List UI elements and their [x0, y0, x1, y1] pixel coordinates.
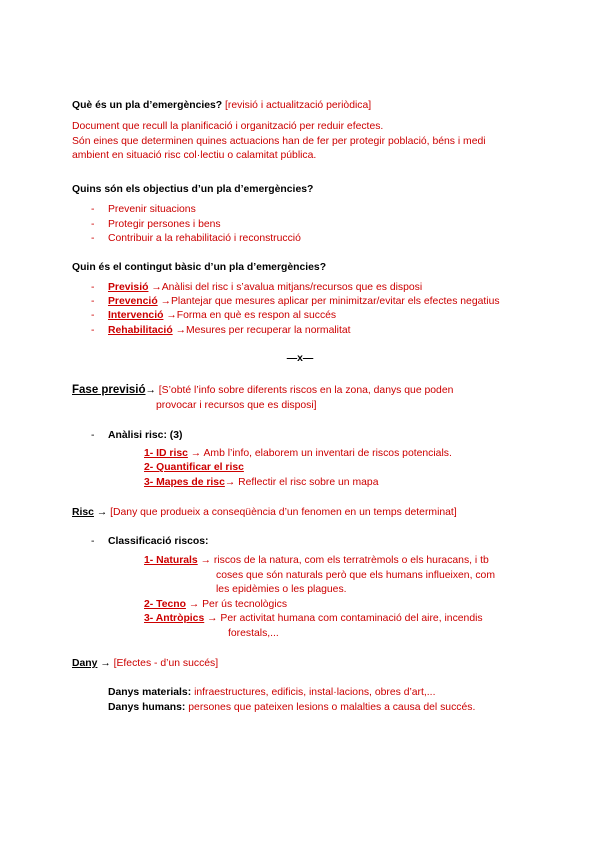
naturals-desc-3: les epidèmies o les plagues.	[216, 584, 347, 595]
section-what-is-plan	[72, 99, 371, 113]
definition-line-3: ambient en situació risc col·lectiu o calamitat pública.	[72, 150, 317, 161]
arrow-icon: →	[145, 385, 156, 396]
danys-materials-label: Danys materials:	[108, 687, 192, 698]
danys-humans-line	[108, 701, 475, 715]
dany-line	[72, 657, 218, 671]
risc-line	[72, 506, 457, 520]
risc-title: Risc	[72, 507, 94, 518]
analisi-term: 2- Quantificar el risc	[144, 462, 244, 473]
term-intervencio: Intervenció	[108, 310, 164, 321]
naturals-desc: → riscos de la natura, com els terratrèmols o els huracans, i tb	[200, 555, 489, 566]
tecno-desc: → Per ús tecnològics	[188, 599, 288, 610]
analisi-label: Anàlisi risc: (3)	[108, 430, 183, 441]
analisi-item	[144, 447, 452, 461]
tecno-term: 2- Tecno	[144, 599, 186, 610]
dany-desc: [Efectes - d’un succés]	[113, 658, 219, 669]
bullet-dash: -	[91, 430, 95, 441]
list-item	[108, 324, 351, 338]
bullet-dash: -	[91, 536, 95, 547]
fase-desc: [S’obté l’info sobre diferents riscos en la zona, danys que poden	[158, 385, 454, 396]
content-heading: Quin és el contingut bàsic d’un pla d’emergències?	[72, 262, 327, 273]
question-heading: Què és un pla d’emergències?	[72, 100, 223, 111]
danys-humans-desc: persones que pateixen lesions o malalties a causa del succés.	[188, 702, 476, 713]
bullet-dash: -	[91, 282, 95, 293]
analisi-desc: → Amb l’info, elaborem un inventari de riscos potencials.	[190, 448, 452, 459]
fase-previsio-line	[72, 383, 453, 398]
classificacio-label: Classificació riscos:	[108, 536, 209, 547]
term-previsio: Previsió	[108, 282, 149, 293]
list-item	[108, 295, 500, 309]
separator: —x—	[286, 353, 314, 364]
analisi-item	[144, 461, 244, 475]
analisi-term: 3- Mapes de risc	[144, 477, 225, 488]
danys-materials-desc: infraestructures, edificis, instal·lacions, obres d’art,...	[194, 687, 436, 698]
list-item: Protegir persones i bens	[108, 219, 221, 230]
objectives-heading: Quins són els objectius d’un pla d’emergències?	[72, 184, 314, 195]
list-item	[108, 281, 422, 295]
fase-title: Fase previsió	[72, 384, 146, 396]
antropics-item	[144, 612, 483, 626]
analisi-term: 1- ID risc	[144, 448, 188, 459]
list-item	[108, 309, 336, 323]
naturals-item	[144, 554, 489, 568]
list-item: Prevenir situacions	[108, 204, 196, 215]
antropics-term: 3- Antròpics	[144, 613, 205, 624]
danys-materials-line	[108, 686, 435, 700]
analisi-desc: → Reflectir el risc sobre un mapa	[224, 477, 379, 488]
naturals-term: 1- Naturals	[144, 555, 198, 566]
antropics-desc-2: forestals,...	[228, 628, 279, 639]
naturals-desc-2: coses que són naturals però que els humans influeixen, com	[216, 570, 495, 581]
dany-title: Dany	[72, 658, 98, 669]
periodic-review-note: [revisió i actualització periòdica]	[225, 100, 372, 111]
term-desc: →Plantejar que mesures aplicar per minimitzar/evitar els efectes negatius	[160, 296, 500, 307]
danys-humans-label: Danys humans:	[108, 702, 186, 713]
analisi-item	[144, 476, 378, 490]
list-item: Contribuir a la rehabilitació i reconstrucció	[108, 233, 301, 244]
term-desc: →Anàlisi del risc i s’avalua mitjans/recursos que es disposi	[151, 282, 423, 293]
bullet-dash: -	[91, 204, 95, 215]
bullet-dash: -	[91, 296, 95, 307]
bullet-dash: -	[91, 233, 95, 244]
term-rehabilitacio: Rehabilitació	[108, 325, 173, 336]
fase-desc-continued: provocar i recursos que es disposi]	[156, 400, 317, 411]
term-desc: →Mesures per recuperar la normalitat	[175, 325, 351, 336]
definition-line-2: Són eines que determinen quines actuacions han de fer per protegir població, béns i medi	[72, 136, 486, 147]
risc-desc: [Dany que produeix a conseqüència d’un fenomen en un temps determinat]	[110, 507, 457, 518]
antropics-desc: → Per activitat humana com contaminació del aire, incendis	[207, 613, 483, 624]
term-prevencio: Prevenció	[108, 296, 158, 307]
bullet-dash: -	[91, 310, 95, 321]
arrow-icon: →	[96, 507, 108, 518]
bullet-dash: -	[91, 219, 95, 230]
bullet-dash: -	[91, 325, 95, 336]
term-desc: →Forma en què es respon al succés	[166, 310, 337, 321]
arrow-icon: →	[100, 658, 111, 669]
tecno-item	[144, 598, 287, 612]
definition-line-1: Document que recull la planificació i organització per reduir efectes.	[72, 121, 384, 132]
